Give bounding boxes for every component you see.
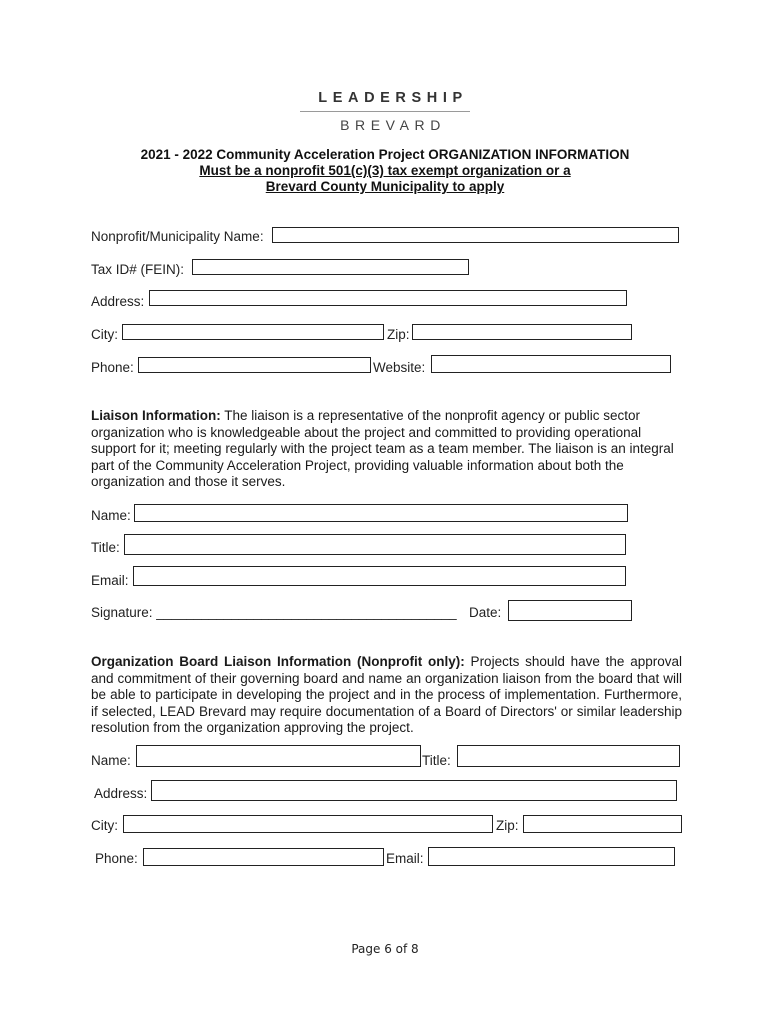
page-number: Page 6 of 8	[351, 942, 419, 956]
board-city-field[interactable]	[123, 815, 493, 833]
board-phone-field[interactable]	[143, 848, 384, 866]
liaison-title-field[interactable]	[124, 534, 626, 555]
org-city-field[interactable]	[122, 324, 384, 340]
tax-id-label: Tax ID# (FEIN):	[91, 262, 185, 277]
org-address-label: Address:	[91, 294, 145, 309]
board-address-field[interactable]	[151, 780, 677, 801]
board-name-label: Name:	[91, 753, 131, 768]
liaison-email-field[interactable]	[133, 566, 626, 586]
board-email-label: Email:	[386, 851, 424, 866]
board-name-field[interactable]	[136, 745, 421, 767]
liaison-email-label: Email:	[91, 573, 129, 588]
liaison-title-label: Title:	[91, 540, 120, 555]
tax-id-field[interactable]	[192, 259, 469, 275]
board-description	[91, 654, 682, 737]
liaison-signature-line[interactable]: Signature: ________________________________________	[91, 605, 457, 620]
org-zip-field[interactable]	[412, 324, 632, 340]
board-heading: Organization Board Liaison Information (Nonprofit only):	[91, 654, 465, 669]
board-phone-label: Phone:	[95, 851, 138, 866]
liaison-date-field[interactable]	[508, 600, 632, 621]
logo-brevard: BREVARD	[340, 117, 446, 133]
board-city-label: City:	[91, 818, 118, 833]
org-name-label: Nonprofit/Municipality Name:	[91, 229, 264, 244]
org-name-field[interactable]	[272, 227, 679, 243]
org-city-label: City:	[91, 327, 118, 342]
liaison-date-label: Date:	[469, 605, 502, 620]
org-phone-field[interactable]	[138, 357, 371, 373]
board-address-label: Address:	[94, 786, 148, 801]
eligibility-note-line2: Brevard County Municipality to apply	[265, 179, 505, 194]
liaison-heading: Liaison Information:	[91, 408, 221, 423]
org-zip-label: Zip:	[387, 327, 410, 342]
org-website-label: Website:	[373, 360, 426, 375]
liaison-name-label: Name:	[91, 508, 131, 523]
board-zip-label: Zip:	[496, 818, 519, 833]
org-phone-label: Phone:	[91, 360, 134, 375]
logo-divider	[300, 111, 470, 112]
liaison-description	[91, 408, 682, 491]
eligibility-note-line1: Must be a nonprofit 501(c)(3) tax exempt organization or a	[199, 163, 571, 178]
board-title-label: Title:	[422, 753, 451, 768]
logo-leadership: LEADERSHIP	[318, 90, 468, 106]
board-email-field[interactable]	[428, 847, 675, 866]
board-text: Projects should have the approval and commitment of their governing board and name an organization liaison from the board that will be able to participate in developing the project and in the process of implementation. Furthermore, if selected, LEAD Brevard may require documentation of a Board of Directors' or similar leadership resolution from the organization approving the project.	[91, 654, 682, 736]
org-website-field[interactable]	[431, 355, 671, 373]
liaison-name-field[interactable]	[134, 504, 628, 522]
board-title-field[interactable]	[457, 745, 680, 767]
liaison-text: The liaison is a representative of the nonprofit agency or public sector organization who is knowledgeable about the project and committed to providing operational support for it; meeting regularly with the project team as a team member. The liaison is an integral part of the Community Acceleration Project, providing valuable information about both the organization and those it serves.	[91, 408, 674, 490]
document-title: 2021 - 2022 Community Acceleration Project ORGANIZATION INFORMATION	[140, 147, 630, 162]
org-address-field[interactable]	[149, 290, 627, 306]
board-zip-field[interactable]	[523, 815, 682, 833]
